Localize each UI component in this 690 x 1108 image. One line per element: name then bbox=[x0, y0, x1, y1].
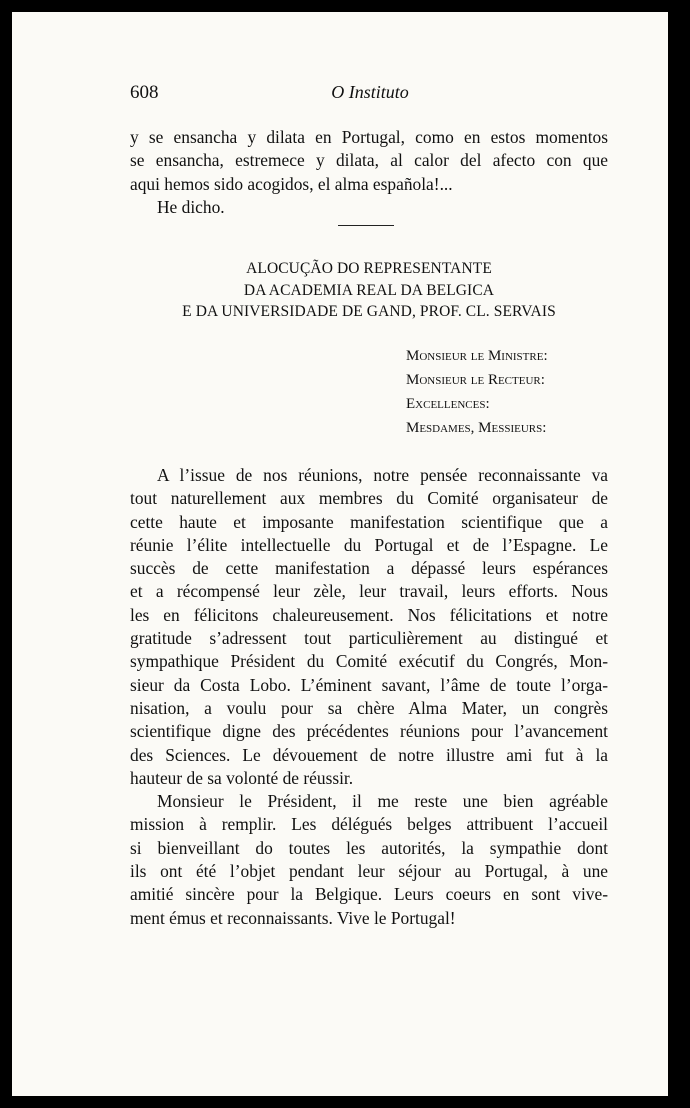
text-line: réunie l’élite intellectuelle du Portugal et de l’Espagne. Le bbox=[130, 534, 608, 555]
section-divider bbox=[338, 225, 394, 226]
text-line: tout naturellement aux membres du Comité organisateur de bbox=[130, 488, 608, 509]
text-line: ment émus et reconnaissants. Vive le Portugal! bbox=[130, 907, 456, 928]
text-line: y se ensancha y dilata en Portugal, como en estos momentos bbox=[130, 127, 608, 147]
heading-line: DA ACADEMIA REAL DA BELGICA bbox=[243, 281, 495, 299]
text-line: mission à remplir. Les délégués belges attribuent l’accueil bbox=[130, 814, 608, 835]
closing-line: He dicho. bbox=[157, 196, 225, 217]
text-line: nisation, a voulu pour sa chère Alma Mater, un congrès bbox=[130, 697, 608, 718]
text-line: ils ont été l’objet pendant leur séjour au Portugal, à une bbox=[130, 861, 608, 882]
speech-body bbox=[130, 464, 608, 930]
text-line: Monsieur le Président, il me reste une bien agréable bbox=[157, 791, 608, 812]
text-line: sieur da Costa Lobo. L’éminent savant, l’âme de toute l’orga- bbox=[130, 674, 608, 695]
section-heading bbox=[130, 258, 608, 323]
page-header bbox=[130, 82, 610, 108]
text-line: des Sciences. Le dévouement de notre illustre ami fut à la bbox=[130, 744, 608, 765]
text-line: hauteur de sa volonté de réussir. bbox=[130, 767, 354, 788]
text-line: gratitude s’adressent tout particulièrement au distingué et bbox=[130, 628, 608, 649]
running-title: O Instituto bbox=[331, 82, 409, 102]
book-page bbox=[12, 12, 668, 1096]
page-number: 608 bbox=[130, 82, 159, 103]
text-line: succès de cette manifestation a dépassé leurs espérances bbox=[130, 558, 608, 579]
heading-line: ALOCUÇÃO DO REPRESENTANTE bbox=[246, 260, 492, 277]
text-line: se ensancha, estremece y dilata, al calor del afecto con que bbox=[130, 150, 608, 171]
text-line: sympathique Président du Comité exécutif du Congrés, Mon- bbox=[130, 651, 608, 672]
text-line: et a récompensé leur zèle, leur travail, leurs efforts. Nous bbox=[130, 581, 608, 602]
text-line: les en félicitons chaleureusement. Nos félicitations et notre bbox=[130, 604, 608, 625]
salutation-line: Mesdames, Messieurs: bbox=[406, 420, 547, 436]
text-line: amitié sincère pour la Belgique. Leurs coeurs en sont vive- bbox=[130, 884, 608, 905]
salutation-line: Excellences: bbox=[406, 396, 490, 412]
previous-speech-ending bbox=[130, 126, 608, 219]
text-line: scientifique digne des précédentes réunions pour l’avancement bbox=[130, 721, 608, 742]
salutation-line: Monsieur le Recteur: bbox=[406, 372, 545, 388]
text-line: A l’issue de nos réunions, notre pensée reconnaissante va bbox=[157, 465, 608, 485]
salutations-block bbox=[406, 344, 606, 440]
text-line: cette haute et imposante manifestation scientifique que a bbox=[130, 511, 608, 532]
text-line: si bienveillant do toutes les autorités, la sympathie dont bbox=[130, 837, 608, 858]
salutation-line: Monsieur le Ministre: bbox=[406, 348, 548, 364]
heading-line: E DA UNIVERSIDADE DE GAND, PROF. CL. SERVAIS bbox=[182, 303, 556, 320]
text-line: aqui hemos sido acogidos, el alma española!... bbox=[130, 173, 453, 194]
